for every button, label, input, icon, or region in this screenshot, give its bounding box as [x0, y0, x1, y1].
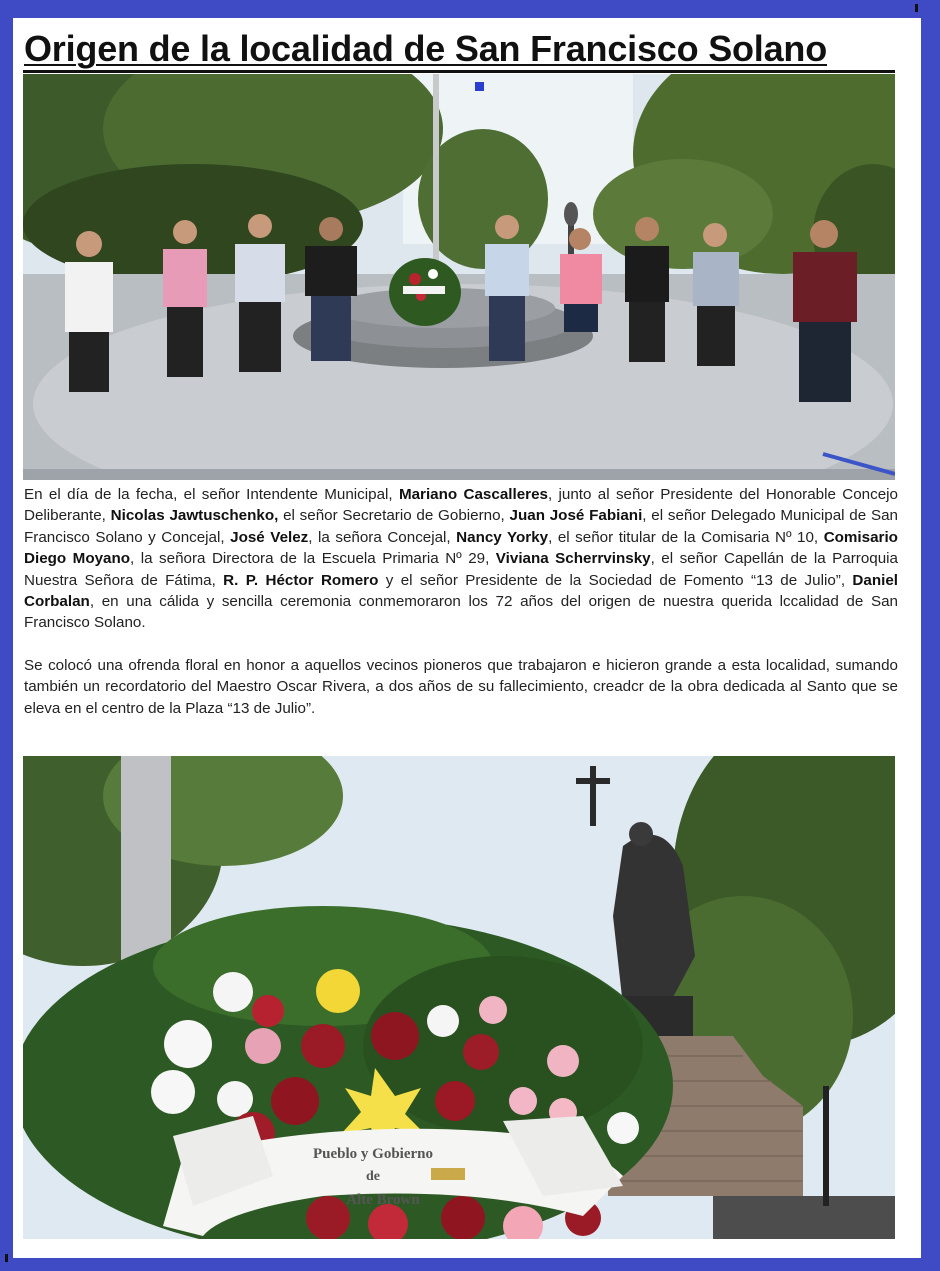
person-name: Mariano Cascalleres: [398, 486, 548, 503]
paragraph-text: , en una cálida y sencilla ceremonia conmemoraron los 72 años del origen de nuestra querida lccalidad de San Francisco Solano.: [24, 593, 898, 632]
wreath-photo: [23, 756, 895, 1239]
person-name: Viviana Scherrvinsky: [495, 550, 651, 568]
group-photo: [23, 74, 895, 480]
corner-mark: [5, 1254, 8, 1262]
municipal-logo-icon: [431, 1168, 465, 1180]
newsletter-page: [13, 18, 921, 1258]
person-name: R. P. Héctor Romero: [223, 571, 379, 589]
paragraph-text: , el señor Delegado Municipal de San Francisco Solano y Concejal,: [24, 507, 898, 546]
paragraph-text: , junto al señor Presidente del Honorable Concejo Deliberante,: [24, 486, 898, 525]
paragraph-text: , la señora Concejal,: [308, 528, 457, 546]
article-body: [24, 484, 898, 740]
article-paragraph-1: [24, 484, 898, 634]
paragraph-text: , el señor Capellán de la Parroquia Nuestra Señora de Fátima,: [24, 550, 898, 589]
paragraph-text: , la señora Directora de la Escuela Primaria Nº 29,: [130, 550, 496, 568]
corner-mark: [915, 4, 918, 12]
paragraph-text: el señor Secretario de Gobierno,: [278, 507, 510, 525]
person-name: Daniel Corbalan: [24, 571, 898, 611]
person-name: Nicolas Jawtuschenko,: [110, 507, 279, 525]
ribbon-text-line-1: Pueblo y Gobierno: [312, 1146, 434, 1162]
paragraph-text: En el día de la fecha, el señor Intendente Municipal,: [24, 486, 399, 503]
page-title: Origen de la localidad de San Francisco Solano: [24, 28, 828, 69]
article-paragraph-2: Se colocó una ofrenda floral en honor a aquellos vecinos pioneros que trabajaron e hicieron grande a esta localidad, sumando también un recordatorio del Maestro Oscar Rivera, a dos años de su fallecimiento, creadcr de la obra dedicada al Santo que se eleva en el centro de la Plaza “13 de Julio”.: [24, 656, 898, 717]
person-name: José Velez: [230, 528, 309, 546]
person-name: Juan José Fabiani: [509, 507, 643, 525]
paragraph-text: y el señor Presidente de la Sociedad de Fomento “13 de Julio”,: [378, 571, 853, 589]
paragraph-text: , el señor titular de la Comisaria Nº 10,: [548, 528, 824, 546]
person-name: Nancy Yorky: [456, 528, 549, 546]
person-name: Comisario Diego Moyano: [24, 528, 898, 568]
ribbon-text-line-3: Alte Brown: [346, 1192, 420, 1208]
ribbon-text-line-2: de: [366, 1169, 380, 1184]
title-underline-divider: [23, 70, 895, 73]
